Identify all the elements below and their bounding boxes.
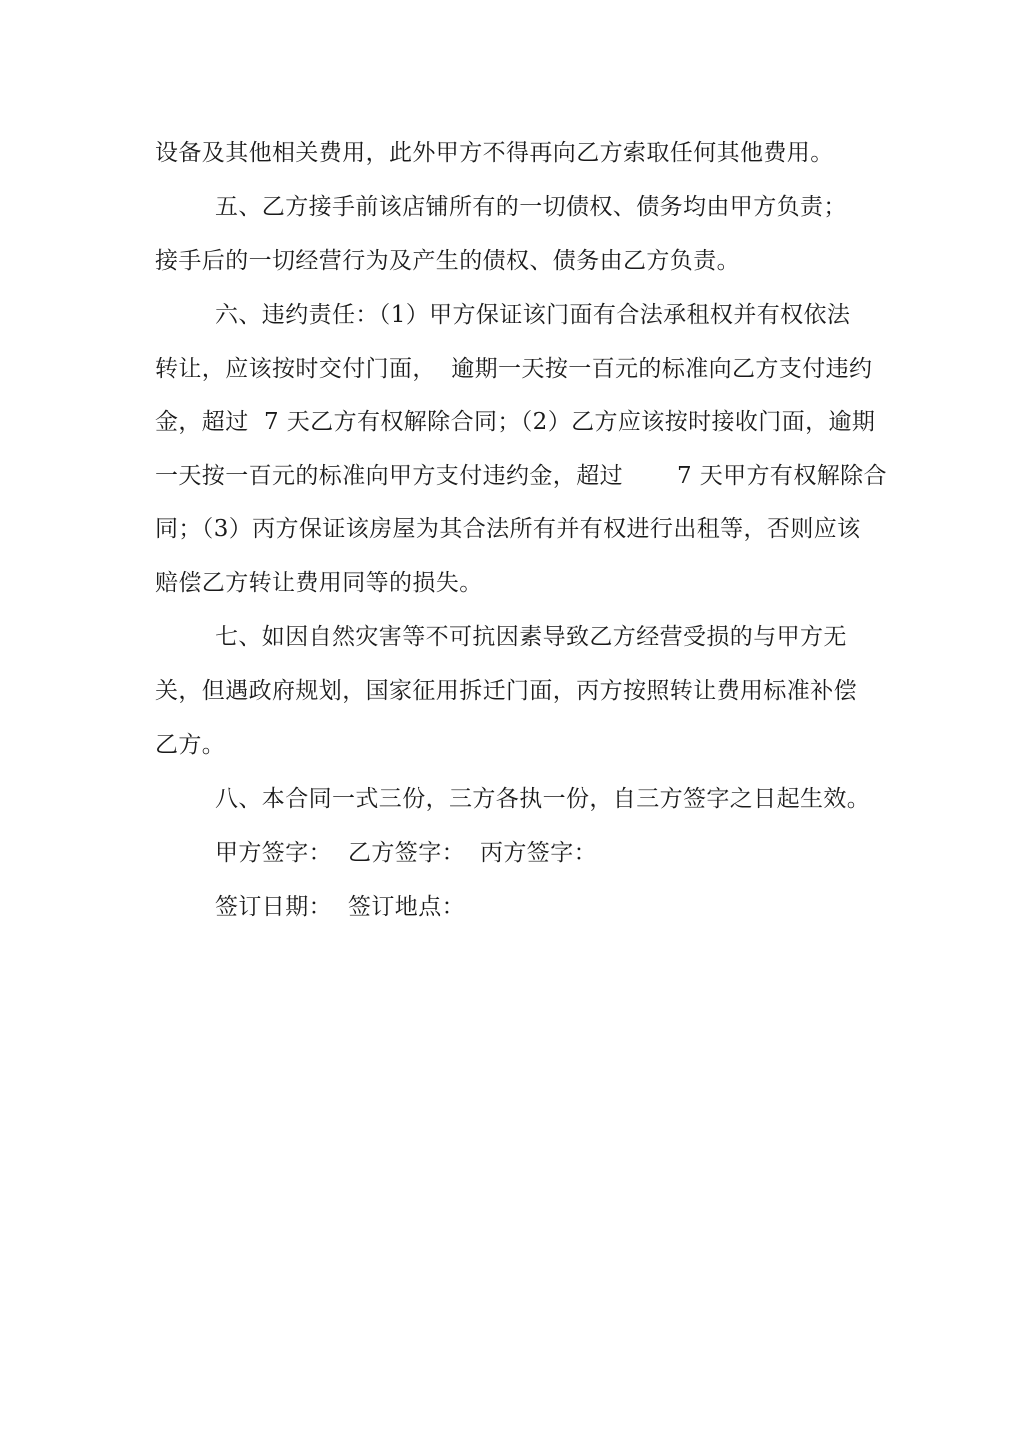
signing-date: 签订日期： — [215, 894, 332, 920]
clause-6-line: 一天按一百元的标准向甲方支付违约金，超过 7 天甲方有权解除合 — [155, 463, 887, 489]
clause-5-line: 五、乙方接手前该店铺所有的一切债权、债务均由甲方负责； — [215, 194, 847, 220]
clause-8-line: 八、本合同一式三份，三方各执一份，自三方签字之日起生效。 — [215, 786, 871, 812]
clause-6-line: 六、违约责任：（1）甲方保证该门面有合法承租权并有权依法 — [215, 302, 851, 328]
clause-6-line: 赔偿乙方转让费用同等的损失。 — [155, 570, 483, 596]
signing-place: 签订地点： — [348, 894, 465, 920]
clause-6-line: 转让，应该按时交付门面， 逾期一天按一百元的标准向乙方支付违约 — [155, 356, 873, 382]
contract-text-line: 设备及其他相关费用，此外甲方不得再向乙方索取任何其他费用。 — [155, 140, 834, 166]
clause-7-line: 乙方。 — [155, 732, 226, 758]
clause-5-line: 接手后的一切经营行为及产生的债权、债务由乙方负责。 — [155, 248, 740, 274]
signature-party-a: 甲方签字： — [215, 840, 332, 866]
clause-6-line: 金，超过 7 天乙方有权解除合同；（2）乙方应该按时接收门面，逾期 — [155, 409, 876, 435]
clause-7-line: 关，但遇政府规划，国家征用拆迁门面，丙方按照转让费用标准补偿 — [155, 678, 857, 704]
signature-party-c: 丙方签字： — [480, 840, 597, 866]
signature-party-b: 乙方签字： — [348, 840, 465, 866]
clause-6-line: 同；（3）丙方保证该房屋为其合法所有并有权进行出租等，否则应该 — [155, 516, 861, 542]
clause-7-line: 七、如因自然灾害等不可抗因素导致乙方经营受损的与甲方无 — [215, 624, 847, 650]
